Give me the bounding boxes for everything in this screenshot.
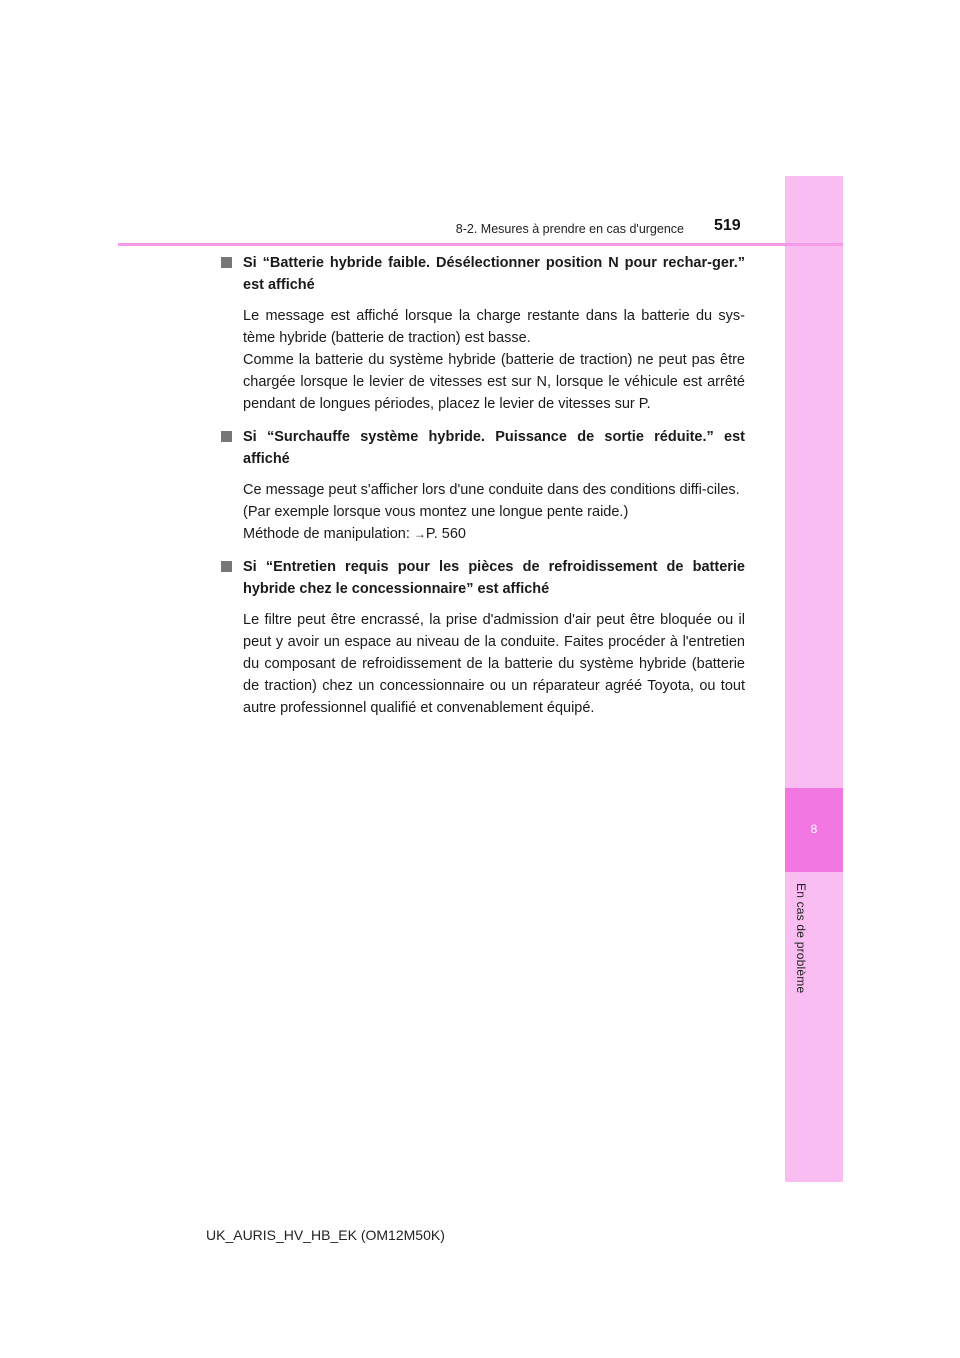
chapter-side-tab [785,176,843,1182]
chapter-number: 8 [810,822,818,836]
manipulation-method [243,523,745,545]
section-title: 8-2. Mesures à prendre en cas d'urgence [455,222,684,236]
item-body [243,305,745,415]
item-paragraph: Ce message peut s'afficher lors d'une conduite dans des conditions diffi-ciles. [243,482,740,498]
item-paragraph: Le filtre peut être encrassé, la prise d'admission d'air peut être bloquée ou il peut y avoir un espace au niveau de la conduite. Faites procéder à l'entretien du composant de refroidissement de la batterie du système hybride (batterie de traction) chez un concessionnaire ou un réparateur agréé Toyota, ou tout autre professionnel qualifié et convenablement équipé. [243,612,745,716]
message-item-maintenance [221,556,745,719]
method-label: Méthode de manipulation: [243,526,414,542]
message-item-low-battery [221,252,745,415]
page-content [221,252,745,730]
chapter-label: En cas de problème [794,883,808,994]
item-title: Si “Batterie hybride faible. Désélectionner position N pour rechar-ger.” est affiché [243,255,745,293]
arrow-right-icon: → [413,527,426,541]
page-reference-link[interactable]: P. 560 [425,526,466,542]
square-bullet-icon [221,561,232,572]
square-bullet-icon [221,431,232,442]
item-paragraph: Comme la batterie du système hybride (batterie de traction) ne peut pas être chargée lorsque le levier de vitesses est sur N, lorsque le véhicule est arrêté pendant de longues périodes, placez le levier de vitesses sur P. [243,352,745,412]
footer-model-code: UK_AURIS_HV_HB_EK (OM12M50K) [206,1227,445,1243]
item-paragraph: Le message est affiché lorsque la charge restante dans la batterie du sys-tème hybride (batterie de traction) est basse. [243,308,745,346]
item-body [243,609,745,719]
square-bullet-icon [221,257,232,268]
message-item-overheat [221,426,745,545]
page-number: 519 [714,217,741,234]
item-body [243,479,745,545]
item-paragraph: (Par exemple lorsque vous montez une longue pente raide.) [243,504,629,520]
item-title: Si “Surchauffe système hybride. Puissance de sortie réduite.” est affiché [243,429,745,467]
item-title: Si “Entretien requis pour les pièces de refroidissement de batterie hybride chez le concessionnaire” est affiché [243,559,745,597]
header-rule [118,243,843,246]
